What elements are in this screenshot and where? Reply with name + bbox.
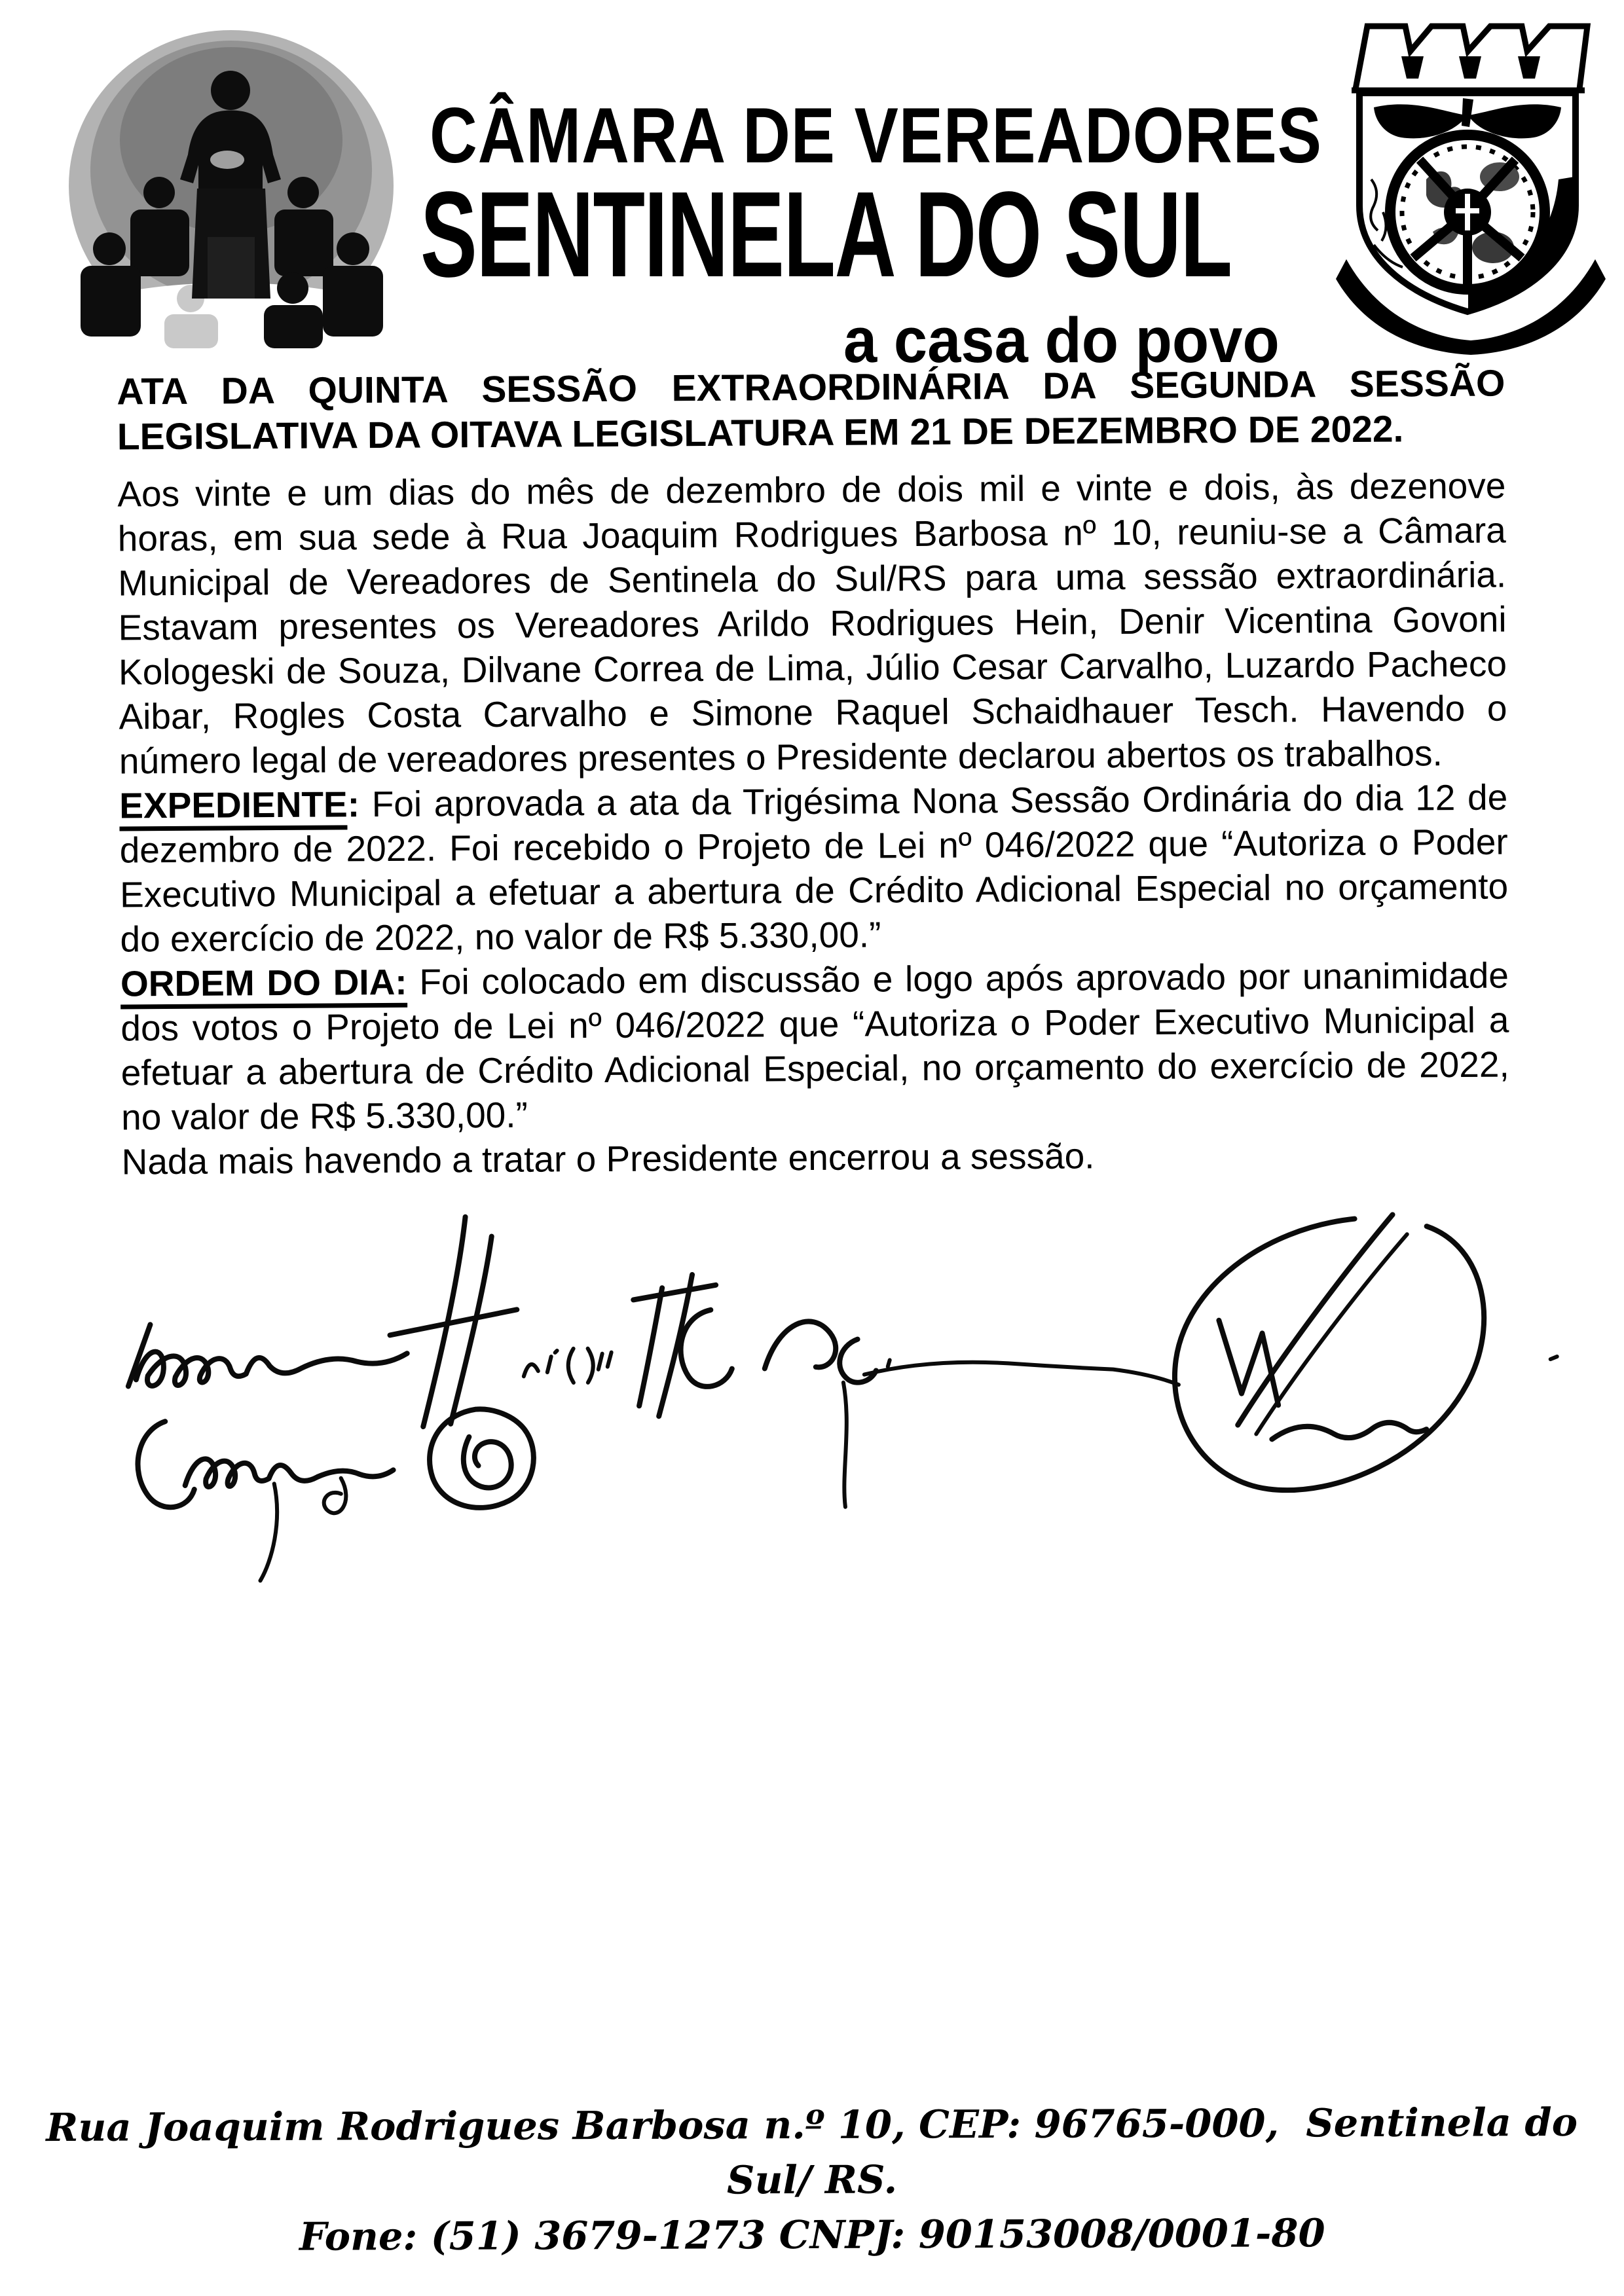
closing-line: Nada mais havendo a tratar o Presidente encerrou a sessão.	[121, 1135, 1095, 1182]
expediente-paragraph	[119, 775, 1509, 962]
org-name-line1: CÂMARA DE VEREADORES	[430, 92, 1322, 179]
ordem-label: ORDEM DO DIA:	[120, 962, 407, 1010]
letterhead-footer	[0, 2095, 1624, 2266]
ordem-separator	[407, 962, 419, 1002]
org-name-line2: SENTINELA DO SUL	[420, 167, 1232, 302]
expediente-separator: :	[347, 784, 372, 825]
coat-of-arms-icon	[1328, 16, 1616, 356]
footer-address-line: Rua Joaquim Rodrigues Barbosa n.º 10, CEP: 96765-000, Sentinela do Sul/ RS.	[46, 2099, 1578, 2203]
handwritten-signatures	[0, 1175, 1624, 1615]
minutes-body	[117, 361, 1510, 1184]
opening-paragraph: Aos vinte e um dias do mês de dezembro de dois mil e vinte e dois, às dezenove horas, em sua sede à Rua Joaquim Rodrigues Barbosa nº 10, reuniu-se a Câmara Municipal de Vereadores de Sentinela do Sul/RS para uma sessão extraordinária. Estavam presentes os Vereadores Arildo Rodrigues Hein, Denir Vicentina Govoni Kologeski de Souza, Dilvane Correa de Lima, Júlio Cesar Carvalho, Luzardo Pacheco Aibar, Rogles Costa Carvalho e Simone Raquel Schaidhauer Tesch. Havendo o número legal de vereadores presentes o Presidente declarou abertos os trabalhos.	[117, 465, 1507, 782]
footer-contact-line: Fone: (51) 3679-1273 CNPJ: 90153008/0001-80	[299, 2210, 1325, 2259]
assembly-logo-icon	[62, 21, 399, 348]
ordem-do-dia-paragraph	[120, 953, 1510, 1140]
expediente-label: EXPEDIENTE	[119, 784, 348, 831]
minutes-title: ATA DA QUINTA SESSÃO EXTRAORDINÁRIA DA SEGUNDA SESSÃO LEGISLATIVA DA OITAVA LEGISLATURA EM 21 DE DEZEMBRO DE 2022.	[117, 362, 1505, 458]
ordem-text: Foi colocado em discussão e logo após aprovado por unanimidade dos votos o Projeto de Lei nº 046/2022 que “Autoriza o Poder Executivo Municipal a efetuar a abertura de Crédito Adicional Especial, no orçamento do exercício de 2022, no valor de R$ 5.330,00.”	[120, 955, 1509, 1138]
org-tagline: a casa do povo	[843, 304, 1280, 376]
expediente-text: Foi aprovada a ata da Trigésima Nona Sessão Ordinária do dia 12 de dezembro de 2022. Foi recebido o Projeto de Lei nº 046/2022 que “Autoriza o Poder Executivo Municipal a efetuar a abertura de Crédito Adicional Especial no orçamento do exercício de 2022, no valor de R$ 5.330,00.”	[119, 776, 1509, 960]
